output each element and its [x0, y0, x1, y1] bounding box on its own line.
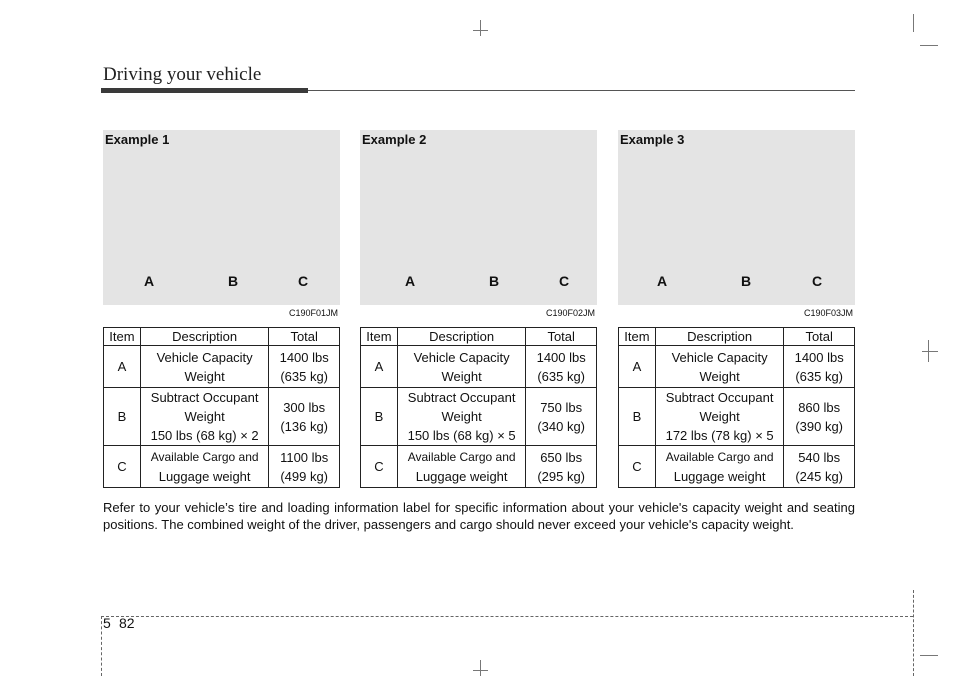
total-line: (340 kg) [537, 418, 586, 434]
item-cell: A [619, 346, 656, 388]
example-title: Example 3 [620, 132, 685, 147]
table-header-row [361, 328, 597, 346]
description-line: Weight [441, 368, 482, 384]
description-line: Vehicle Capacity [671, 349, 768, 365]
table-header-row [619, 328, 855, 346]
total-line: 650 lbs [540, 449, 583, 465]
right-dashed-guide [913, 590, 914, 676]
description-cell [140, 346, 268, 388]
description-line: Weight [441, 409, 482, 424]
footer-dashed-rule [101, 616, 913, 617]
total-cell [784, 346, 855, 388]
total-line: (245 kg) [795, 468, 844, 484]
total-line: 1400 lbs [279, 349, 329, 365]
seat-label-c: C [298, 273, 309, 289]
total-line: (390 kg) [795, 418, 844, 434]
total-cell [269, 388, 340, 446]
seat-label-c: C [812, 273, 823, 289]
description-cell [655, 346, 783, 388]
description-cell [140, 446, 268, 488]
description-line: Luggage weight [673, 468, 766, 484]
example-2-illustration [360, 130, 597, 305]
example-3 [618, 130, 855, 484]
total-line: (136 kg) [280, 418, 329, 434]
load-table [360, 327, 597, 488]
item-cell: A [104, 346, 141, 388]
total-line: 1400 lbs [536, 349, 586, 365]
total-line: (635 kg) [795, 368, 844, 384]
description-line: Available Cargo and [407, 449, 516, 464]
header-total: Total [269, 328, 340, 346]
description-cell [655, 446, 783, 488]
table-row [361, 388, 597, 446]
example-1-illustration [103, 130, 340, 305]
crop-mark-right [922, 351, 938, 352]
description-line: Subtract Occupant [407, 390, 516, 405]
item-cell: B [104, 388, 141, 446]
item-cell: C [104, 446, 141, 488]
item-cell: C [361, 446, 398, 488]
header-rule-thin [308, 90, 855, 91]
section-number: 5 [103, 615, 111, 631]
left-dashed-guide [101, 616, 102, 676]
description-line: 150 lbs (68 kg) × 5 [407, 428, 516, 443]
description-line: Available Cargo and [150, 449, 259, 464]
example-1 [103, 130, 340, 484]
total-line: (635 kg) [537, 368, 586, 384]
example-title: Example 1 [105, 132, 170, 147]
seat-label-c: C [559, 273, 570, 289]
description-line: Subtract Occupant [665, 390, 774, 405]
total-line: 300 lbs [283, 399, 326, 415]
figure-code: C190F03JM [803, 308, 853, 318]
page-header-title: Driving your vehicle [103, 64, 262, 85]
description-line: Luggage weight [415, 468, 508, 484]
description-cell [140, 388, 268, 446]
header-rule-thick [101, 88, 308, 93]
description-cell [397, 446, 525, 488]
header-total: Total [526, 328, 597, 346]
item-cell: C [619, 446, 656, 488]
description-line: Weight [699, 409, 740, 424]
description-cell [397, 388, 525, 446]
example-2 [360, 130, 597, 484]
description-line: 172 lbs (78 kg) × 5 [665, 428, 774, 443]
item-cell: A [361, 346, 398, 388]
seat-label-b: B [489, 273, 500, 289]
description-cell [397, 346, 525, 388]
header-item: Item [361, 328, 398, 346]
item-cell: B [619, 388, 656, 446]
header-description: Description [397, 328, 525, 346]
table-row [619, 388, 855, 446]
table-row [104, 388, 340, 446]
description-line: Weight [699, 368, 740, 384]
total-cell [269, 446, 340, 488]
header-item: Item [104, 328, 141, 346]
figure-code: C190F02JM [545, 308, 595, 318]
table-row [104, 346, 340, 388]
table-row [361, 346, 597, 388]
crop-mark-top [473, 30, 488, 31]
description-line: Subtract Occupant [150, 390, 259, 405]
total-cell [784, 388, 855, 446]
load-table [618, 327, 855, 488]
total-line: (499 kg) [280, 468, 329, 484]
description-line: Available Cargo and [665, 449, 774, 464]
example-title: Example 2 [362, 132, 427, 147]
total-line: (635 kg) [280, 368, 329, 384]
seat-label-a: A [144, 273, 155, 289]
crop-mark-bottom [473, 670, 488, 671]
crop-mark-top [480, 20, 481, 36]
capacity-note: Refer to your vehicle’s tire and loading information label for specific information about your vehicle's capacity weight and seating positions. The combined weight of the driver, passengers and cargo should never exceed your vehicle's capacity weight. [103, 500, 855, 532]
total-cell [269, 346, 340, 388]
total-cell [784, 446, 855, 488]
description-line: 150 lbs (68 kg) × 2 [150, 428, 259, 443]
header-item: Item [619, 328, 656, 346]
page-number: 82 [119, 615, 135, 631]
description-line: Luggage weight [158, 468, 251, 484]
total-cell [526, 446, 597, 488]
description-line: Vehicle Capacity [156, 349, 253, 365]
header-description: Description [140, 328, 268, 346]
crop-mark-bottom-right [920, 655, 938, 656]
seat-label-a: A [405, 273, 416, 289]
seat-label-b: B [228, 273, 239, 289]
crop-mark-top-right [913, 14, 914, 32]
table-row [104, 446, 340, 488]
total-cell [526, 388, 597, 446]
description-line: Vehicle Capacity [413, 349, 510, 365]
table-header-row [104, 328, 340, 346]
total-line: (295 kg) [537, 468, 586, 484]
header-description: Description [655, 328, 783, 346]
header-total: Total [784, 328, 855, 346]
description-line: Weight [184, 368, 225, 384]
example-3-illustration [618, 130, 855, 305]
total-line: 1100 lbs [280, 449, 329, 465]
load-table [103, 327, 340, 488]
description-cell [655, 388, 783, 446]
table-row [619, 446, 855, 488]
total-line: 540 lbs [798, 449, 841, 465]
seat-label-a: A [657, 273, 668, 289]
total-line: 1400 lbs [794, 349, 844, 365]
total-line: 860 lbs [798, 399, 841, 415]
item-cell: B [361, 388, 398, 446]
crop-mark-bottom [480, 660, 481, 676]
total-cell [526, 346, 597, 388]
figure-code: C190F01JM [288, 308, 338, 318]
crop-mark-top-right [920, 45, 938, 46]
description-line: Weight [184, 409, 225, 424]
seat-label-b: B [741, 273, 752, 289]
table-row [361, 446, 597, 488]
table-row [619, 346, 855, 388]
total-line: 750 lbs [540, 399, 583, 415]
